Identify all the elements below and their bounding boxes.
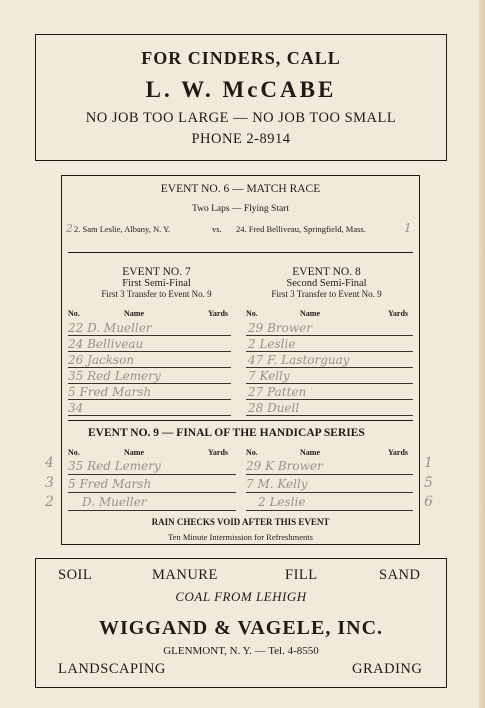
wiggand-vagele-advertisement	[35, 558, 447, 688]
product-sand: SAND	[379, 567, 421, 583]
event6-rider2: 24. Fred Belliveau, Springfield, Mass.	[236, 224, 366, 234]
divider-rule	[68, 252, 413, 253]
event8-note: First 3 Transfer to Event No. 9	[271, 289, 382, 299]
rain-checks-notice: RAIN CHECKS VOID AFTER THIS EVENT	[151, 517, 330, 527]
ad-bottom-address: GLENMONT, N. Y. — Tel. 4-8550	[163, 645, 319, 657]
ad-top-slogan: NO JOB TOO LARGE — NO JOB TOO SMALL	[85, 110, 397, 126]
event6-mark-left: 2	[66, 222, 73, 235]
event7-title: EVENT NO. 7	[122, 266, 191, 278]
event6-subtitle: Two Laps — Flying Start	[192, 204, 289, 214]
entry-line	[246, 492, 413, 493]
event9-right-entry: 7 M. Kelly	[246, 477, 308, 491]
event6-mark-right: 1	[404, 221, 412, 235]
entry-line	[246, 510, 413, 511]
ad-top-company-name: L. W. McCABE	[145, 77, 337, 102]
col-name: Name	[124, 309, 144, 318]
event8-entry: 27 Patten	[248, 385, 307, 399]
event9-right-entry: 29 K Brower	[246, 459, 323, 473]
event7-entry: 34	[68, 401, 84, 415]
mccabe-advertisement	[35, 34, 447, 161]
event7-note: First 3 Transfer to Event No. 9	[101, 289, 212, 299]
event8-entry: 28 Duell	[248, 401, 300, 415]
entry-line	[246, 415, 413, 416]
product-manure: MANURE	[152, 567, 218, 583]
race-program-box	[61, 175, 420, 545]
entry-line	[246, 399, 413, 400]
event9-left-col-yards: Yards	[208, 448, 229, 457]
event7-entry: 22 D. Mueller	[68, 321, 152, 335]
event6-rider1: 2. Sam Leslie, Albany, N. Y.	[74, 224, 171, 234]
entry-line	[68, 351, 231, 352]
event7-header	[74, 266, 239, 299]
event9-left-entry: 5 Fred Marsh	[68, 477, 152, 491]
event9-right-col-no: No.	[246, 448, 258, 457]
entry-line	[246, 335, 413, 336]
event7-entry: 26 Jackson	[68, 353, 135, 367]
entry-line	[246, 383, 413, 384]
event9-right-col-yards: Yards	[388, 448, 409, 457]
entry-line	[246, 367, 413, 368]
event9-left-col-no: No.	[68, 448, 80, 457]
entry-line	[246, 474, 413, 475]
event9-left-entry: D. Mueller	[82, 495, 147, 509]
col-no: No.	[68, 309, 80, 318]
event6-title: EVENT NO. 6 — MATCH RACE	[160, 183, 321, 195]
entry-line	[68, 474, 236, 475]
left-margin-mark: 3	[45, 475, 54, 491]
event9-right-col-name: Name	[300, 448, 320, 457]
entry-line	[68, 415, 231, 416]
entry-line	[68, 335, 231, 336]
service-grading: GRADING	[352, 661, 423, 677]
event8-title: EVENT NO. 8	[292, 266, 361, 278]
right-margin-mark: 5	[424, 475, 433, 491]
ad-top-phone: PHONE 2-8914	[191, 131, 291, 147]
col-yards: Yards	[388, 309, 409, 318]
event8-entry: 7 Kelly	[248, 369, 290, 383]
event7-subtitle: First Semi-Final	[122, 278, 191, 289]
event8-header	[244, 266, 409, 299]
event9-title: EVENT NO. 9 — FINAL OF THE HANDICAP SERIES	[88, 427, 365, 439]
divider-rule	[68, 420, 413, 421]
entry-line	[246, 351, 413, 352]
event6-vs: vs.	[212, 224, 222, 234]
intermission-notice: Ten Minute Intermission for Refreshments	[168, 532, 313, 542]
event8-entry: 47 F. Lastorguay	[248, 353, 350, 367]
col-yards: Yards	[208, 309, 229, 318]
event9-right-entry: 2 Leslie	[258, 495, 306, 509]
right-margin-mark: 1	[424, 455, 433, 471]
event7-entry: 5 Fred Marsh	[68, 385, 152, 399]
event8-subtitle: Second Semi-Final	[286, 278, 367, 289]
product-fill: FILL	[285, 567, 318, 583]
right-margin-mark: 6	[424, 494, 433, 510]
ad-top-line1: FOR CINDERS, CALL	[141, 48, 341, 68]
page-edge	[479, 0, 485, 708]
ad-bottom-coal: COAL FROM LEHIGH	[175, 589, 307, 604]
event8-entry: 29 Brower	[248, 321, 312, 335]
service-landscaping: LANDSCAPING	[58, 661, 166, 677]
col-name: Name	[300, 309, 320, 318]
entry-line	[68, 367, 231, 368]
event7-entry: 24 Belliveau	[68, 337, 144, 351]
left-margin-mark: 4	[45, 455, 54, 471]
event8-entry: 2 Leslie	[248, 337, 296, 351]
entry-line	[68, 383, 231, 384]
col-no: No.	[246, 309, 258, 318]
left-margin-mark: 2	[45, 494, 54, 510]
event9-left-entry: 35 Red Lemery	[68, 459, 161, 473]
entry-line	[68, 492, 236, 493]
entry-line	[68, 399, 231, 400]
event9-left-col-name: Name	[124, 448, 144, 457]
product-soil: SOIL	[58, 567, 93, 583]
ad-bottom-company-name: WIGGAND & VAGELE, INC.	[98, 617, 384, 639]
event7-entry: 35 Red Lemery	[68, 369, 161, 383]
entry-line	[68, 510, 236, 511]
